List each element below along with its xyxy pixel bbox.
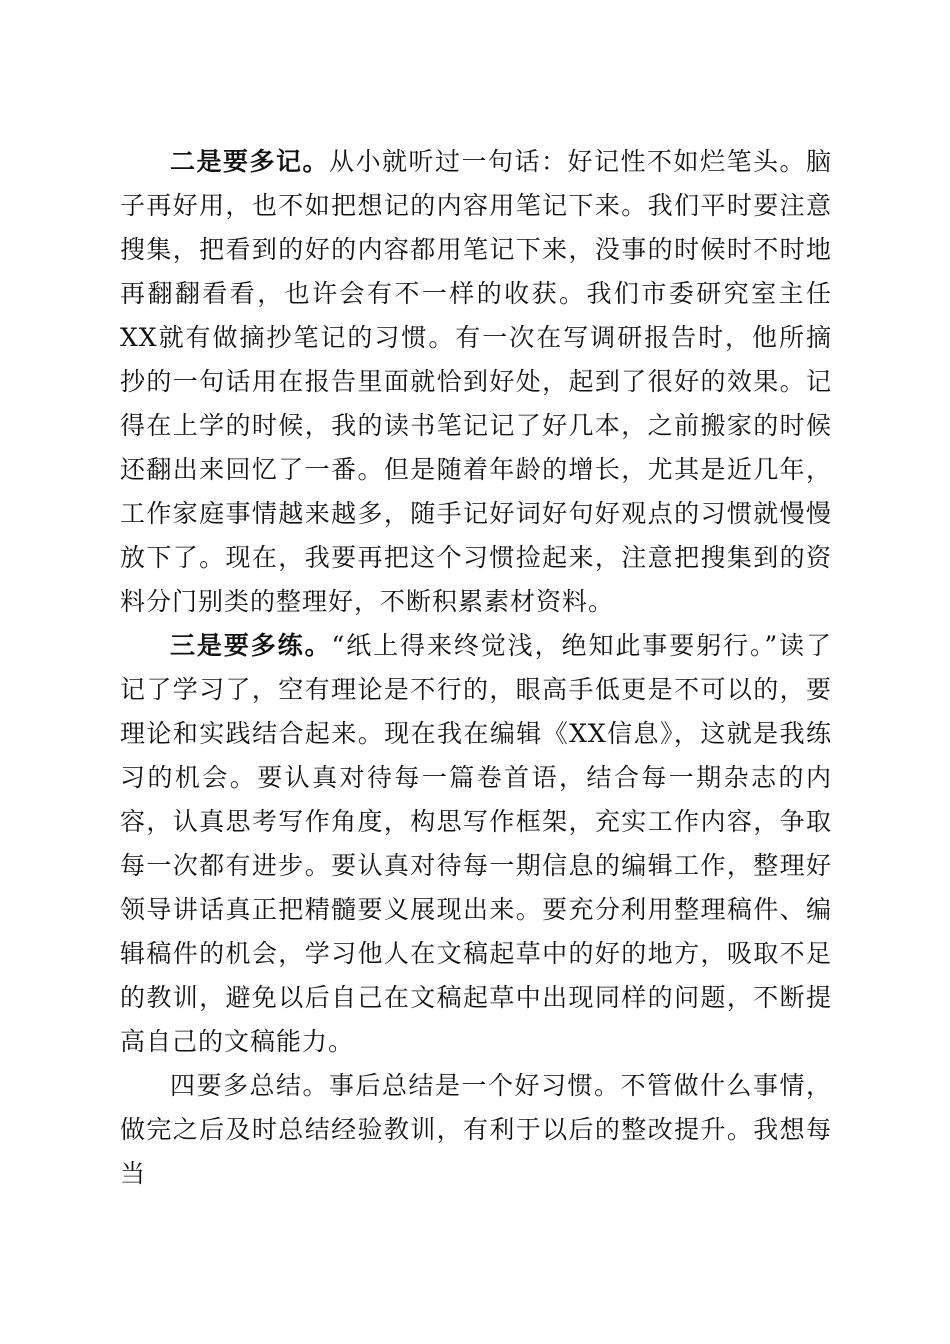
paragraph-practice-more xyxy=(120,624,832,1064)
paragraph-heading: 二是要多记。 xyxy=(170,147,329,176)
paragraph-heading: 三是要多练。 xyxy=(170,631,332,660)
paragraph-body: “纸上得来终觉浅，绝知此事要躬行。”读了记了学习了，空有理论是不行的，眼高手低更是不可以的，要理论和实践结合起来。现在我在编辑《XX信息》，这就是我练习的机会。要认真对待每一篇卷首语，结合每一期杂志的内容，认真思考写作角度，构思写作框架，充实工作内容，争取每一次都有进步。要认真对待每一期信息的编辑工作，整理好领导讲话真正把精髓要义展现出来。要充分利用整理稿件、编辑稿件的机会，学习他人在文稿起草中的好的地方，吸取不足的教训，避免以后自己在文稿起草中出现同样的问题，不断提高自己的文稿能力。 xyxy=(120,631,832,1056)
paragraph-body: 从小就听过一句话：好记性不如烂笔头。脑子再好用，也不如把想记的内容用笔记下来。我们平时要注意搜集，把看到的好的内容都用笔记下来，没事的时候时不时地再翻翻看看，也许会有不一样的收获。我们市委研究室主任XX就有做摘抄笔记的习惯。有一次在写调研报告时，他所摘抄的一句话用在报告里面就恰到好处，起到了很好的效果。记得在上学的时候，我的读书笔记记了好几本，之前搬家的时候还翻出来回忆了一番。但是随着年龄的增长，尤其是近几年，工作家庭事情越来越多，随手记好词好句好观点的习惯就慢慢放下了。现在，我要再把这个习惯捡起来，注意把搜集到的资料分门别类的整理好，不断积累素材资料。 xyxy=(120,147,832,616)
paragraph-body: 四要多总结。事后总结是一个好习惯。不管做什么事情，做完之后及时总结经验教训，有利于以后的整改提升。我想每当 xyxy=(120,1071,832,1188)
paragraph-remember-more xyxy=(120,140,832,624)
paragraph-summarize-more xyxy=(120,1064,832,1196)
document-page xyxy=(120,140,832,1196)
